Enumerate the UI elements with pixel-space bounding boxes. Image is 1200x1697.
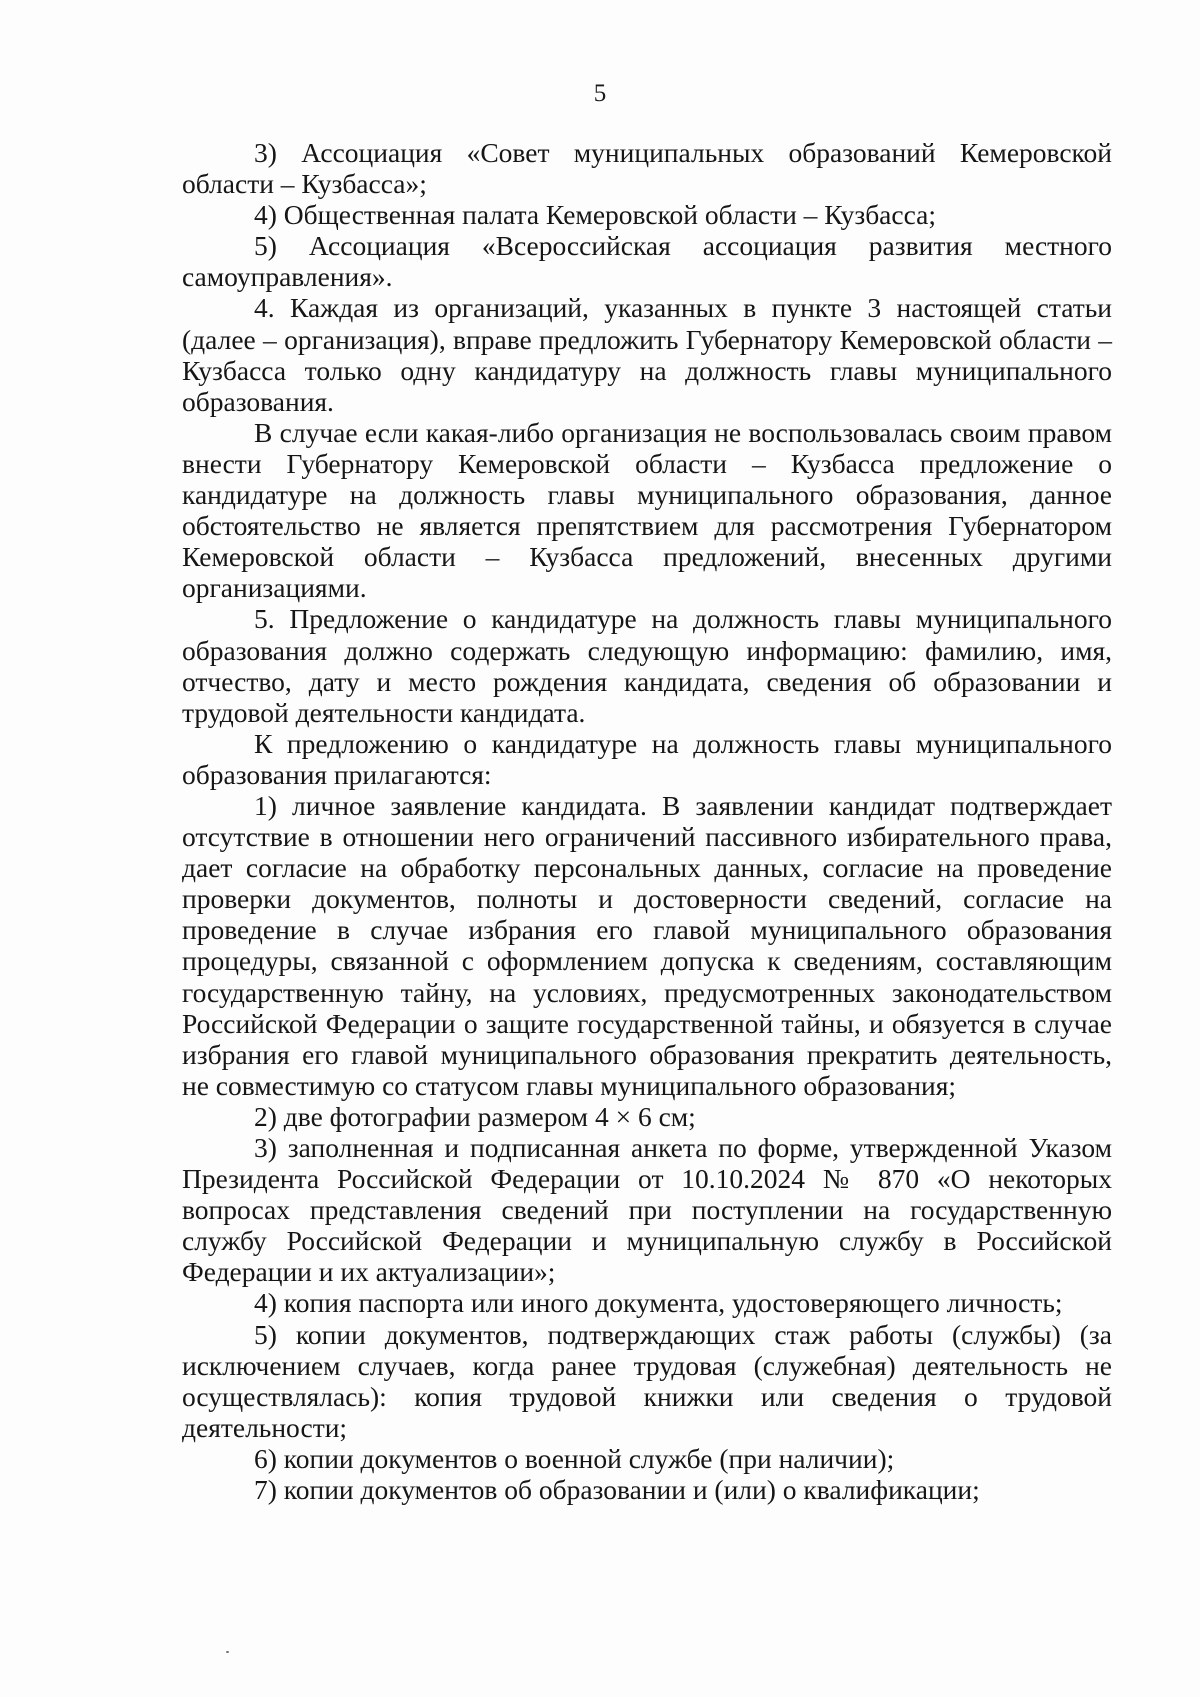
paragraph-attachments-intro: К предложению о кандидатуре на должность главы муниципального образования прилагаются: bbox=[182, 727, 1112, 790]
page-number: 5 bbox=[593, 80, 607, 107]
paragraph-clause-4-no-proposal: В случае если какая-либо организация не воспользовалась своим правом внести Губернатору Кемеровской области – Кузбасса предложение о кандидатуре на должность главы муниципального образования, данное обстоятельство не является препятствием для рассмотрения Губернатором Кемеровской области – Кузбасса предложений, внесенных другими организациями. bbox=[182, 416, 1112, 604]
scan-speck bbox=[226, 1651, 229, 1653]
paragraph-clause-5-proposal-content: 5. Предложение о кандидатуре на должность главы муниципального образования должно содержать следующую информацию: фамилию, имя, отчество, дату и место рождения кандидата, сведения об образовании и трудовой деятельности кандидата. bbox=[182, 603, 1112, 728]
paragraph-attachment-7-education: 7) копии документов об образовании и (или) о квалификации; bbox=[254, 1474, 980, 1506]
paragraph-item-4-public-chamber: 4) Общественная палата Кемеровской области – Кузбасса; bbox=[254, 199, 936, 231]
document-body bbox=[182, 137, 1112, 1505]
paragraph-item-5-self-government-association: 5) Ассоциация «Всероссийская ассоциация развития местного самоуправления». bbox=[182, 230, 1112, 293]
paragraph-attachment-4-passport: 4) копия паспорта или иного документа, удостоверяющего личность; bbox=[254, 1287, 1063, 1319]
paragraph-attachment-1-statement: 1) личное заявление кандидата. В заявлении кандидат подтверждает отсутствие в отношении него ограничений пассивного избирательного права, дает согласие на обработку персональных данных, согласие на проведение проверки документов, полноты и достоверности сведений, согласие на проведение в случае избрания его главой муниципального образования процедуры, связанной с оформлением допуска к сведениям, составляющим государственную тайну, на условиях, предусмотренных законодательством Российской Федерации о защите государственной тайны, и обязуется в случае избрания его главой муниципального образования прекратить деятельность, не совместимую со статусом главы муниципального образования; bbox=[182, 789, 1112, 1101]
paragraph-attachment-6-military: 6) копии документов о военной службе (при наличии); bbox=[254, 1442, 895, 1474]
paragraph-item-3-council-association: 3) Ассоциация «Совет муниципальных образований Кемеровской области – Кузбасса»; bbox=[182, 137, 1112, 200]
paragraph-attachment-2-photos: 2) две фотографии размером 4 × 6 см; bbox=[254, 1100, 696, 1132]
paragraph-attachment-3-questionnaire: 3) заполненная и подписанная анкета по форме, утвержденной Указом Президента Российской Федерации от 10.10.2024 № 870 «О некоторых вопросах представления сведений при поступлении на государственную службу Российской Федерации и муниципальную службу в Российской Федерации и их актуализации»; bbox=[182, 1132, 1112, 1288]
paragraph-attachment-5-work-record: 5) копии документов, подтверждающих стаж работы (службы) (за исключением случаев, когда ранее трудовая (служебная) деятельность не осуществлялась): копия трудовой книжки или сведения о трудовой деятельности; bbox=[182, 1318, 1112, 1443]
paragraph-clause-4-nomination: 4. Каждая из организаций, указанных в пункте 3 настоящей статьи (далее – организация), вправе предложить Губернатору Кемеровской области – Кузбасса только одну кандидатуру на должность главы муниципального образования. bbox=[182, 292, 1112, 417]
